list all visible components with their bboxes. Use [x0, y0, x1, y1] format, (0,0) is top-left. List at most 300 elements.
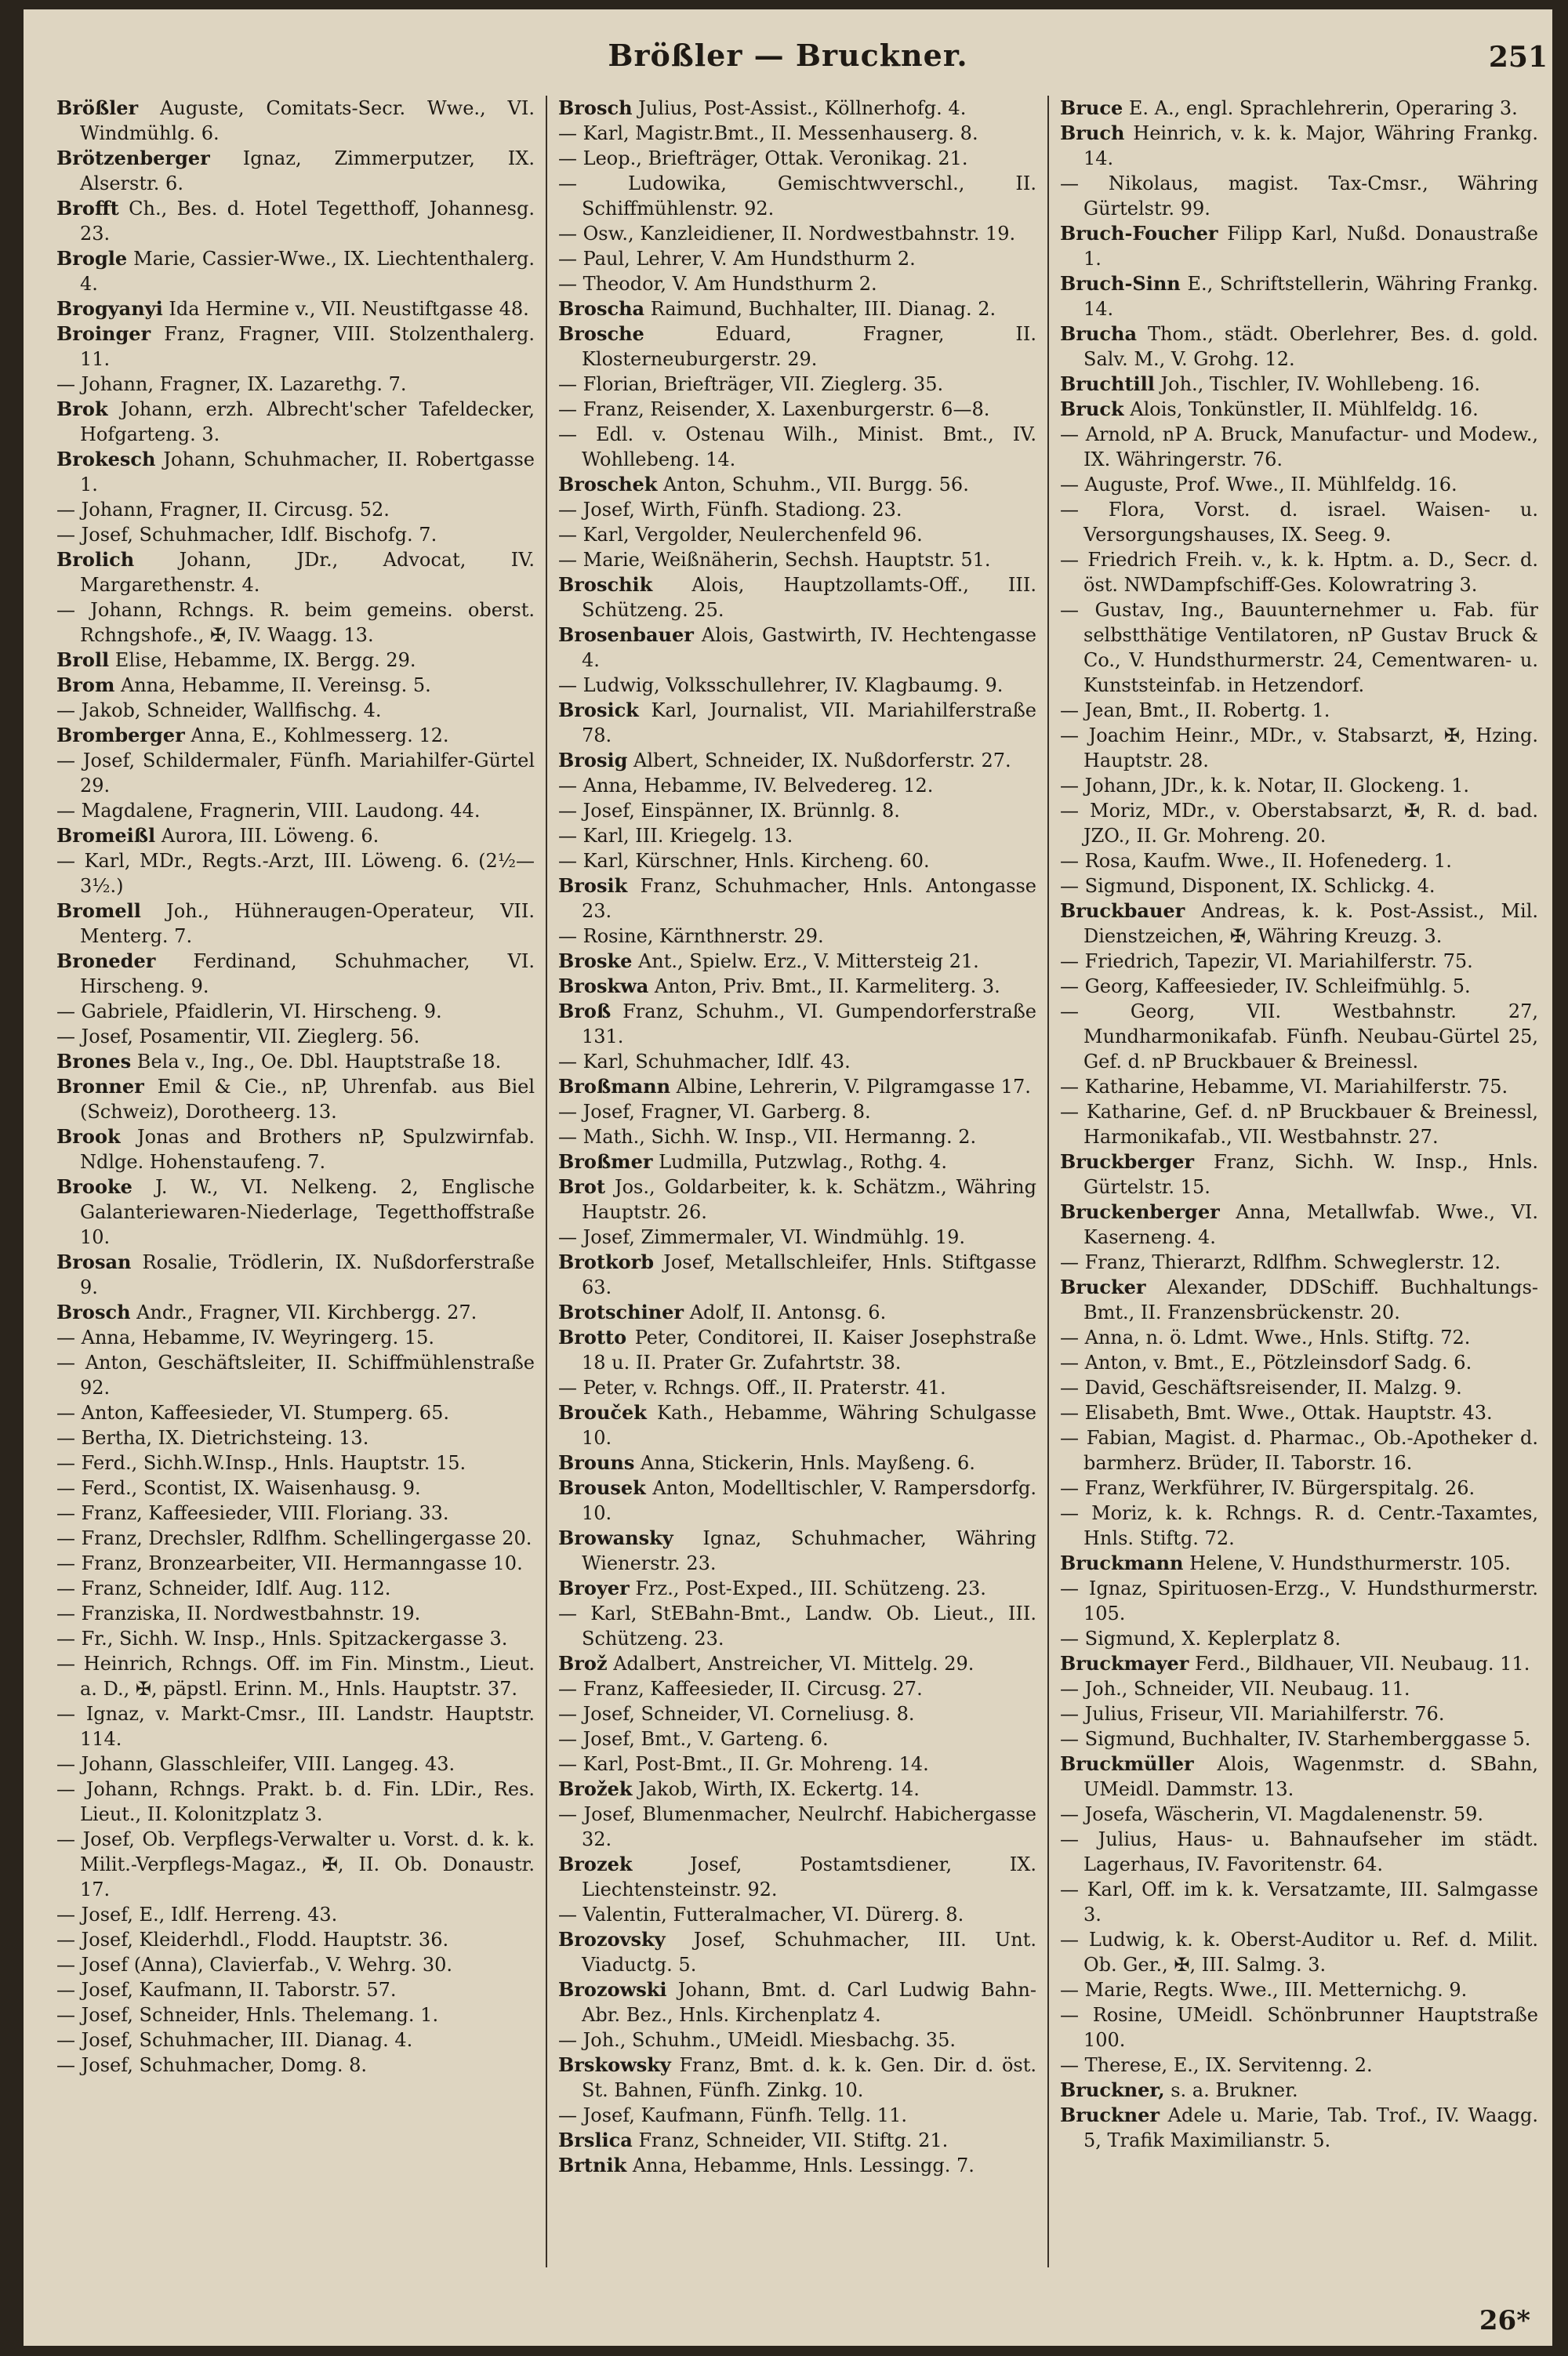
- entry-details: Albert, Schneider, IX. Nußdorferstr. 27.: [627, 750, 1011, 771]
- directory-entry: [1060, 321, 1538, 372]
- directory-entry: [56, 1074, 535, 1124]
- directory-entry: [1060, 1250, 1538, 1275]
- entry-details: — Franz, Drechsler, Rdlfhm. Schellingergasse 20.: [56, 1527, 532, 1549]
- entry-details: — Johann, Glasschleifer, VIII. Langeg. 43.: [56, 1753, 456, 1775]
- entry-details: Helene, V. Hundsthurmerstr. 105.: [1183, 1552, 1511, 1574]
- directory-columns: [56, 96, 1546, 2275]
- directory-entry: [56, 1450, 535, 1476]
- directory-entry: [56, 447, 535, 497]
- entry-details: — Rosa, Kaufm. Wwe., II. Hofenederg. 1.: [1060, 850, 1452, 872]
- entry-surname: Bruck: [1060, 398, 1124, 420]
- entry-details: Eduard, Fragner, II. Klosterneuburgerstr. 29.: [582, 323, 1036, 370]
- entry-details: — Georg, VII. Westbahnstr. 27, Mundharmonikafab. Fünfh. Neubau-Gürtel 25, Gef. d. nP Bruckbauer & Breinessl.: [1060, 1000, 1538, 1073]
- entry-details: — Anton, v. Bmt., E., Pötzleinsdorf Sadg. 6.: [1060, 1352, 1472, 1374]
- directory-entry: [1060, 2078, 1538, 2103]
- directory-entry: [56, 1927, 535, 1952]
- directory-entry: [558, 1977, 1036, 2027]
- directory-entry: [558, 1174, 1036, 1225]
- directory-entry: [558, 673, 1036, 698]
- entry-details: — Josef, Kleiderhdl., Flodd. Hauptstr. 36.: [56, 1929, 449, 1951]
- entry-details: — Jakob, Schneider, Wallfischg. 4.: [56, 699, 382, 721]
- entry-details: Ida Hermine v., VII. Neustiftgasse 48.: [162, 298, 529, 320]
- entry-details: Josef, Metallschleifer, Hnls. Stiftgasse 63.: [582, 1251, 1036, 1298]
- entry-details: Filipp Karl, Nußd. Donaustraße 1.: [1083, 223, 1538, 270]
- entry-details: — Marie, Regts. Wwe., III. Metternichg. 9.: [1060, 1979, 1468, 2001]
- directory-entry: [56, 1350, 535, 1400]
- entry-details: — Karl, Magistr.Bmt., II. Messenhauserg. 8.: [558, 122, 978, 144]
- directory-entry: [1060, 1927, 1538, 1977]
- entry-surname: Brotschiner: [558, 1301, 684, 1323]
- directory-entry: [56, 146, 535, 196]
- entry-details: Franz, Fragner, VIII. Stolzenthalerg. 11.: [80, 323, 535, 370]
- entry-surname: Brogyanyi: [56, 297, 163, 320]
- entry-details: — Sigmund, Buchhalter, IV. Starhemberggasse 5.: [1060, 1728, 1531, 1750]
- directory-entry: [558, 1927, 1036, 1977]
- directory-entry: [56, 1651, 535, 1701]
- directory-entry: [56, 1174, 535, 1250]
- entry-details: — Heinrich, Rchngs. Off. im Fin. Minstm., Lieut. a. D., ✠, päpstl. Erinn. M., Hnls. Hauptstr. 37.: [56, 1653, 535, 1700]
- entry-details: — Katharine, Hebamme, VI. Mariahilferstr. 75.: [1060, 1076, 1508, 1098]
- directory-entry: [1060, 1501, 1538, 1551]
- entry-details: — Auguste, Prof. Wwe., II. Mühlfeldg. 16.: [1060, 474, 1457, 496]
- directory-entry: [56, 673, 535, 698]
- directory-entry: [56, 1626, 535, 1651]
- entry-surname: Brucker: [1060, 1276, 1146, 1298]
- entry-details: — Karl, Kürschner, Hnls. Kircheng. 60.: [558, 850, 930, 872]
- directory-entry: [558, 2053, 1036, 2103]
- entry-details: — Rosine, UMeidl. Schönbrunner Hauptstraße 100.: [1060, 2004, 1538, 2051]
- directory-entry: [1060, 1375, 1538, 1400]
- directory-entry: [558, 271, 1036, 296]
- entry-details: — Georg, Kaffeesieder, IV. Schleifmühlg. 5.: [1060, 975, 1471, 997]
- directory-entry: [1060, 949, 1538, 974]
- entry-details: Adolf, II. Antonsg. 6.: [684, 1301, 887, 1323]
- directory-entry: [1060, 1350, 1538, 1375]
- entry-surname: Bruch-Sinn: [1060, 272, 1181, 295]
- directory-entry: [56, 1501, 535, 1526]
- directory-entry: [558, 2153, 1036, 2178]
- entry-surname: Brofft: [56, 197, 119, 220]
- entry-surname: Brosig: [558, 749, 628, 771]
- directory-entry: [1060, 171, 1538, 221]
- entry-surname: Bruckner,: [1060, 2078, 1165, 2101]
- entry-details: Johann, erzh. Albrecht'scher Tafeldecker, Hofgarteng. 3.: [80, 398, 535, 445]
- entry-details: Jonas and Brothers nP, Spulzwirnfab. Ndlge. Hohenstaufeng. 7.: [80, 1126, 535, 1173]
- directory-entry: [558, 1450, 1036, 1476]
- directory-entry: [56, 1400, 535, 1425]
- entry-details: Ch., Bes. d. Hotel Tegetthoff, Johannesg. 23.: [80, 198, 535, 245]
- entry-surname: Brotto: [558, 1326, 627, 1349]
- directory-entry: [1060, 1074, 1538, 1099]
- directory-entry: [558, 572, 1036, 623]
- directory-entry: [1060, 1977, 1538, 2002]
- directory-entry: [1060, 372, 1538, 397]
- entry-details: — Joh., Schuhm., UMeidl. Miesbachg. 35.: [558, 2029, 956, 2051]
- entry-details: — Josef, Schneider, VI. Corneliusg. 8.: [558, 1703, 915, 1725]
- sheet-signature: 26*: [1479, 2305, 1530, 2336]
- directory-entry: [558, 924, 1036, 949]
- directory-entry: [56, 648, 535, 673]
- entry-details: Josef, Schuhmacher, III. Unt. Viaductg. 5.: [582, 1929, 1036, 1976]
- directory-entry: [558, 999, 1036, 1049]
- entry-surname: Brucha: [1060, 322, 1137, 345]
- directory-entry: [56, 1476, 535, 1501]
- directory-entry: [1060, 723, 1538, 773]
- entry-details: — Karl, Off. im k. k. Versatzamte, III. Salmgasse 3.: [1060, 1879, 1538, 1926]
- directory-entry: [1060, 1726, 1538, 1752]
- entry-details: — Leop., Briefträger, Ottak. Veronikag. 21.: [558, 147, 968, 169]
- entry-details: — Joachim Heinr., MDr., v. Stabsarzt, ✠, Hzing. Hauptstr. 28.: [1060, 724, 1538, 771]
- entry-surname: Brosch: [56, 1301, 131, 1323]
- entry-details: Anton, Priv. Bmt., II. Karmeliterg. 3.: [648, 975, 1000, 997]
- directory-entry: [558, 873, 1036, 924]
- directory-entry: [1060, 1626, 1538, 1651]
- entry-surname: Broyer: [558, 1577, 630, 1599]
- entry-surname: Brok: [56, 398, 108, 420]
- entry-surname: Brosick: [558, 699, 639, 721]
- entry-details: Ferd., Bildhauer, VII. Neubaug. 11.: [1189, 1653, 1530, 1675]
- entry-details: Anton, Schuhm., VII. Burgg. 56.: [657, 474, 969, 496]
- directory-entry: [558, 1601, 1036, 1651]
- entry-details: Anna, Metallwfab. Wwe., VI. Kaserneng. 4.: [1083, 1201, 1538, 1248]
- entry-details: — Sigmund, Disponent, IX. Schlickg. 4.: [1060, 875, 1436, 897]
- directory-entry: [558, 1576, 1036, 1601]
- directory-entry: [558, 748, 1036, 773]
- entry-details: — Franz, Thierarzt, Rdlfhm. Schweglerstr. 12.: [1060, 1251, 1501, 1273]
- entry-details: — Anton, Kaffeesieder, VI. Stumperg. 65.: [56, 1402, 449, 1424]
- directory-entry: [558, 1325, 1036, 1375]
- entry-surname: Brogle: [56, 247, 128, 270]
- entry-surname: Brouček: [558, 1401, 647, 1424]
- entry-details: Ant., Spielw. Erz., V. Mittersteig 21.: [632, 950, 979, 972]
- entry-details: — Karl, MDr., Regts.-Arzt, III. Löweng. 6. (2½—3½.): [56, 850, 535, 897]
- directory-entry: [558, 1902, 1036, 1927]
- entry-details: Anton, Modelltischler, V. Rampersdorfg. 10.: [582, 1477, 1036, 1524]
- directory-entry: [56, 999, 535, 1024]
- entry-details: — Arnold, nP A. Bruck, Manufactur- und Modew., IX. Währingerstr. 76.: [1060, 423, 1538, 470]
- entry-details: — Josef, Fragner, VI. Garberg. 8.: [558, 1101, 871, 1123]
- directory-entry: [56, 321, 535, 372]
- directory-entry: [558, 698, 1036, 748]
- directory-entry: [558, 2103, 1036, 2128]
- entry-surname: Broskwa: [558, 975, 649, 997]
- entry-details: — Josef, Einspänner, IX. Brünnlg. 8.: [558, 800, 900, 822]
- entry-details: Thom., städt. Oberlehrer, Bes. d. gold. Salv. M., V. Grohg. 12.: [1083, 323, 1538, 370]
- entry-surname: Bruch: [1060, 122, 1125, 144]
- directory-entry: [1060, 999, 1538, 1074]
- directory-entry: [1060, 1476, 1538, 1501]
- entry-details: — Gabriele, Pfaidlerin, VI. Hirscheng. 9.: [56, 1000, 442, 1022]
- entry-details: — Josef, Kaufmann, II. Taborstr. 57.: [56, 1979, 397, 2001]
- directory-entry: [1060, 221, 1538, 271]
- entry-surname: Brones: [56, 1050, 132, 1073]
- entry-surname: Broinger: [56, 322, 151, 345]
- entry-details: Adalbert, Anstreicher, VI. Mittelg. 29.: [607, 1653, 975, 1675]
- entry-details: — Julius, Friseur, VII. Mariahilferstr. 76.: [1060, 1703, 1445, 1725]
- directory-entry: [558, 121, 1036, 146]
- entry-details: — Ferd., Sichh.W.Insp., Hnls. Hauptstr. 15.: [56, 1452, 466, 1474]
- entry-details: — Karl, Vergolder, Neulerchenfeld 96.: [558, 524, 923, 546]
- entry-details: Aurora, III. Löweng. 6.: [155, 825, 379, 847]
- entry-surname: Bruckbauer: [1060, 899, 1185, 922]
- entry-details: — Josef, Blumenmacher, Neulrchf. Habichergasse 32.: [558, 1803, 1036, 1850]
- directory-entry: [558, 146, 1036, 171]
- entry-details: Jos., Goldarbeiter, k. k. Schätzm., Währing Hauptstr. 26.: [582, 1176, 1036, 1223]
- entry-surname: Brozek: [558, 1853, 633, 1875]
- entry-details: Frz., Post-Exped., III. Schützeng. 23.: [629, 1577, 986, 1599]
- entry-details: — Joh., Schneider, VII. Neubaug. 11.: [1060, 1678, 1410, 1700]
- entry-details: — Ignaz, Spirituosen-Erzg., V. Hundsthurmerstr. 105.: [1060, 1577, 1538, 1625]
- directory-entry: [558, 623, 1036, 673]
- directory-entry: [558, 1802, 1036, 1852]
- entry-details: — Friedrich, Tapezir, VI. Mariahilferstr. 75.: [1060, 950, 1473, 972]
- entry-details: Alois, Hauptzollamts-Off., III. Schützeng. 25.: [582, 574, 1036, 621]
- entry-surname: Brslica: [558, 2129, 633, 2151]
- directory-entry: [56, 196, 535, 246]
- entry-details: Franz, Bmt. d. k. k. Gen. Dir. d. öst. St. Bahnen, Fünfh. Zinkg. 10.: [582, 2054, 1036, 2101]
- entry-details: Karl, Journalist, VII. Mariahilferstraße 78.: [582, 699, 1036, 746]
- directory-entry: [558, 2128, 1036, 2153]
- entry-details: — Theodor, V. Am Hundsthurm 2.: [558, 273, 877, 295]
- directory-entry: [56, 1952, 535, 1977]
- directory-entry: [1060, 472, 1538, 497]
- entry-details: — Josefa, Wäscherin, VI. Magdalenenstr. 59.: [1060, 1803, 1484, 1825]
- entry-details: — Josef (Anna), Clavierfab., V. Wehrg. 30.: [56, 1954, 452, 1976]
- entry-details: — Josef, Kaufmann, Fünfh. Tellg. 11.: [558, 2104, 907, 2126]
- entry-surname: Broschek: [558, 473, 658, 496]
- entry-details: Anna, Hebamme, Hnls. Lessingg. 7.: [626, 2155, 975, 2176]
- directory-entry: [558, 1752, 1036, 1777]
- entry-surname: Brotkorb: [558, 1251, 655, 1273]
- entry-details: — Anna, Hebamme, IV. Belvedereg. 12.: [558, 775, 934, 797]
- entry-details: — Josef, Wirth, Fünfh. Stadiong. 23.: [558, 499, 902, 521]
- entry-details: — Gustav, Ing., Bauunternehmer u. Fab. für selbstthätige Ventilatoren, nP Gustav Bruck & Co., V. Hundsthurmerstr. 24, Cementwaren- u. Kunststeinfab. in Hetzendorf.: [1060, 599, 1538, 696]
- directory-entry: [558, 547, 1036, 572]
- directory-entry: [1060, 96, 1538, 121]
- directory-entry: [56, 1601, 535, 1626]
- entry-details: — Josef, Schuhmacher, III. Dianag. 4.: [56, 2029, 413, 2051]
- entry-details: Auguste, Comitats-Secr. Wwe., VI. Windmühlg. 6.: [80, 97, 535, 144]
- entry-details: Kath., Hebamme, Währing Schulgasse 10.: [582, 1402, 1036, 1449]
- directory-entry: [56, 1752, 535, 1777]
- entry-details: — Anton, Geschäftsleiter, II. Schiffmühlenstraße 92.: [56, 1352, 535, 1399]
- directory-entry: [56, 1024, 535, 1049]
- directory-entry: [558, 848, 1036, 873]
- entry-details: — Ludwig, Volksschullehrer, IV. Klagbaumg. 9.: [558, 674, 1004, 696]
- entry-details: — Franz, Kaffeesieder, II. Circusg. 27.: [558, 1678, 923, 1700]
- entry-surname: Broß: [558, 1000, 612, 1022]
- directory-entry: [1060, 1576, 1538, 1626]
- entry-details: Ignaz, Zimmerputzer, IX. Alserstr. 6.: [80, 147, 535, 194]
- directory-entry: [558, 798, 1036, 823]
- entry-surname: Broscha: [558, 297, 645, 320]
- directory-entry: [558, 823, 1036, 848]
- directory-entry: [56, 597, 535, 648]
- entry-details: Andreas, k. k. Post-Assist., Mil. Dienstzeichen, ✠, Währing Kreuzg. 3.: [1083, 900, 1538, 947]
- directory-page: [24, 9, 1552, 2346]
- entry-details: Johann, JDr., Advocat, IV. Margarethenstr. 4.: [80, 549, 535, 596]
- entry-surname: Brokesch: [56, 448, 156, 470]
- directory-entry: [1060, 1827, 1538, 1877]
- directory-entry: [56, 547, 535, 597]
- entry-details: Peter, Conditorei, II. Kaiser Josephstraße 18 u. II. Prater Gr. Zufahrtstr. 38.: [582, 1327, 1036, 1374]
- directory-entry: [56, 1701, 535, 1752]
- directory-entry: [56, 848, 535, 898]
- directory-entry: [1060, 2002, 1538, 2053]
- directory-entry: [56, 1049, 535, 1074]
- directory-entry: [1060, 1200, 1538, 1250]
- directory-entry: [1060, 1877, 1538, 1927]
- directory-entry: [56, 2053, 535, 2078]
- directory-entry: [56, 497, 535, 522]
- column-2: [558, 96, 1036, 2275]
- entry-surname: Bruckenberger: [1060, 1200, 1220, 1223]
- directory-entry: [56, 2002, 535, 2027]
- entry-surname: Bruckmann: [1060, 1552, 1184, 1574]
- directory-entry: [558, 974, 1036, 999]
- entry-details: Alois, Tonkünstler, II. Mühlfeldg. 16.: [1123, 398, 1479, 420]
- entry-details: — Valentin, Futteralmacher, VI. Dürerg. 8.: [558, 1904, 964, 1926]
- entry-surname: Broske: [558, 949, 633, 972]
- entry-details: — Friedrich Freih. v., k. k. Hptm. a. D., Secr. d. öst. NWDampfschiff-Ges. Kolowratring 3.: [1060, 549, 1538, 596]
- directory-entry: [558, 497, 1036, 522]
- directory-entry: [1060, 1802, 1538, 1827]
- directory-entry: [56, 1551, 535, 1576]
- directory-entry: [558, 1400, 1036, 1450]
- directory-entry: [558, 1074, 1036, 1099]
- entry-details: — Fr., Sichh. W. Insp., Hnls. Spitzackergasse 3.: [56, 1628, 508, 1650]
- directory-entry: [1060, 1325, 1538, 1350]
- entry-surname: Brskowsky: [558, 2053, 671, 2076]
- entry-details: Raimund, Buchhalter, III. Dianag. 2.: [644, 298, 996, 320]
- directory-entry: [56, 823, 535, 848]
- directory-entry: [1060, 1551, 1538, 1576]
- entry-details: Marie, Cassier-Wwe., IX. Liechtenthalerg. 4.: [80, 248, 535, 295]
- directory-entry: [56, 798, 535, 823]
- directory-entry: [1060, 1275, 1538, 1325]
- directory-entry: [558, 1225, 1036, 1250]
- directory-entry: [1060, 397, 1538, 422]
- entry-details: Anna, Stickerin, Hnls. Mayßeng. 6.: [634, 1452, 975, 1474]
- entry-details: — Nikolaus, magist. Tax-Cmsr., Währing Gürtelstr. 99.: [1060, 172, 1538, 220]
- entry-details: — Florian, Briefträger, VII. Zieglerg. 35.: [558, 373, 944, 395]
- entry-details: Anna, E., Kohlmesserg. 12.: [184, 724, 449, 746]
- entry-details: Ferdinand, Schuhmacher, VI. Hirscheng. 9.: [80, 950, 535, 997]
- entry-details: Julius, Post-Assist., Köllnerhofg. 4.: [632, 97, 967, 119]
- directory-entry: [558, 246, 1036, 271]
- directory-entry: [558, 1676, 1036, 1701]
- entry-details: Adele u. Marie, Tab. Trof., IV. Waagg. 5, Trafik Maximilianstr. 5.: [1083, 2104, 1538, 2151]
- directory-entry: [1060, 1425, 1538, 1476]
- entry-surname: Brosik: [558, 874, 628, 897]
- entry-surname: Brozovsky: [558, 1928, 666, 1951]
- entry-surname: Bruckmüller: [1060, 1752, 1194, 1775]
- directory-entry: [56, 1902, 535, 1927]
- entry-details: Ludmilla, Putzwlag., Rothg. 4.: [652, 1151, 948, 1173]
- entry-surname: Bruckmayer: [1060, 1652, 1189, 1675]
- directory-entry: [1060, 121, 1538, 171]
- entry-details: — Moriz, MDr., v. Oberstabsarzt, ✠, R. d. bad. JZO., II. Gr. Mohreng. 20.: [1060, 800, 1538, 847]
- entry-surname: Brößler: [56, 96, 139, 119]
- directory-entry: [558, 1099, 1036, 1124]
- entry-details: — Sigmund, X. Keplerplatz 8.: [1060, 1628, 1341, 1650]
- entry-details: — Franz, Reisender, X. Laxenburgerstr. 6—8.: [558, 398, 990, 420]
- entry-details: — Bertha, IX. Dietrichsteing. 13.: [56, 1427, 369, 1449]
- directory-entry: [56, 1576, 535, 1601]
- entry-surname: Broneder: [56, 949, 156, 972]
- entry-details: — Anna, n. ö. Ldmt. Wwe., Hnls. Stiftg. 72.: [1060, 1327, 1471, 1349]
- entry-details: — David, Geschäftsreisender, II. Malzg. 9.: [1060, 1377, 1462, 1399]
- entry-surname: Broßmann: [558, 1075, 671, 1098]
- entry-details: Ignaz, Schuhmacher, Währing Wienerstr. 23.: [582, 1527, 1036, 1574]
- directory-entry: [1060, 422, 1538, 472]
- entry-details: — Josef, Zimmermaler, VI. Windmühlg. 19.: [558, 1226, 966, 1248]
- entry-details: — Math., Sichh. W. Insp., VII. Hermanng. 2.: [558, 1126, 977, 1148]
- directory-entry: [56, 1250, 535, 1300]
- directory-entry: [56, 748, 535, 798]
- entry-details: Franz, Sichh. W. Insp., Hnls. Gürtelstr. 15.: [1083, 1151, 1538, 1198]
- entry-details: — Osw., Kanzleidiener, II. Nordwestbahnstr. 19.: [558, 223, 1016, 245]
- entry-surname: Brouns: [558, 1451, 635, 1474]
- entry-surname: Broll: [56, 648, 110, 671]
- directory-entry: [558, 1149, 1036, 1174]
- entry-details: — Johann, JDr., k. k. Notar, II. Glockeng. 1.: [1060, 775, 1469, 797]
- directory-entry: [558, 397, 1036, 422]
- directory-entry: [558, 522, 1036, 547]
- entry-surname: Bruchtill: [1060, 372, 1155, 395]
- entry-surname: Bromell: [56, 899, 141, 922]
- entry-details: — Ignaz, v. Markt-Cmsr., III. Landstr. Hauptstr. 114.: [56, 1703, 535, 1750]
- entry-surname: Brosch: [558, 96, 633, 119]
- directory-entry: [1060, 1400, 1538, 1425]
- directory-entry: [1060, 974, 1538, 999]
- directory-entry: [1060, 2053, 1538, 2078]
- entry-details: — Jean, Bmt., II. Robertg. 1.: [1060, 699, 1330, 721]
- entry-details: — Josef, Bmt., V. Garteng. 6.: [558, 1728, 829, 1750]
- directory-entry: [56, 1777, 535, 1827]
- entry-details: — Anna, Hebamme, IV. Weyringerg. 15.: [56, 1327, 435, 1349]
- entry-details: Alexander, DDSchiff. Buchhaltungs-Bmt., II. Franzensbrückenstr. 20.: [1083, 1276, 1538, 1323]
- entry-details: — Josef, Schildermaler, Fünfh. Mariahilfer-Gürtel 29.: [56, 750, 535, 797]
- directory-entry: [558, 1526, 1036, 1576]
- directory-entry: [56, 1827, 535, 1902]
- entry-surname: Bronner: [56, 1075, 144, 1098]
- directory-entry: [558, 1049, 1036, 1074]
- directory-entry: [558, 321, 1036, 372]
- entry-details: — Franz, Kaffeesieder, VIII. Floriang. 33.: [56, 1502, 449, 1524]
- entry-details: — Ludowika, Gemischtwverschl., II. Schiffmühlenstr. 92.: [558, 172, 1036, 220]
- entry-details: J. W., VI. Nelkeng. 2, Englische Galanteriewaren-Niederlage, Tegetthoffstraße 10.: [80, 1176, 535, 1248]
- directory-entry: [56, 522, 535, 547]
- directory-entry: [558, 171, 1036, 221]
- directory-entry: [1060, 1701, 1538, 1726]
- entry-details: — Franz, Werkführer, IV. Bürgerspitalg. 26.: [1060, 1477, 1475, 1499]
- directory-entry: [558, 296, 1036, 321]
- column-divider: [546, 96, 547, 2267]
- directory-entry: [56, 723, 535, 748]
- entry-surname: Brožek: [558, 1777, 633, 1800]
- directory-entry: [1060, 2103, 1538, 2153]
- entry-details: — Julius, Haus- u. Bahnaufseher im städt. Lagerhaus, IV. Favoritenstr. 64.: [1060, 1828, 1538, 1875]
- entry-details: E. A., engl. Sprachlehrerin, Operaring 3.: [1123, 97, 1518, 119]
- entry-details: — Ferd., Scontist, IX. Waisenhausg. 9.: [56, 1477, 421, 1499]
- entry-details: — Josef, E., Idlf. Herreng. 43.: [56, 1904, 338, 1926]
- entry-details: — Franz, Schneider, Idlf. Aug. 112.: [56, 1577, 391, 1599]
- entry-details: — Josef, Ob. Verpflegs-Verwalter u. Vorst. d. k. k. Milit.-Verpflegs-Magaz., ✠, II. Ob. Donaustr. 17.: [56, 1828, 535, 1900]
- entry-details: s. a. Brukner.: [1164, 2079, 1298, 2101]
- directory-entry: [56, 1977, 535, 2002]
- entry-surname: Brolich: [56, 548, 135, 571]
